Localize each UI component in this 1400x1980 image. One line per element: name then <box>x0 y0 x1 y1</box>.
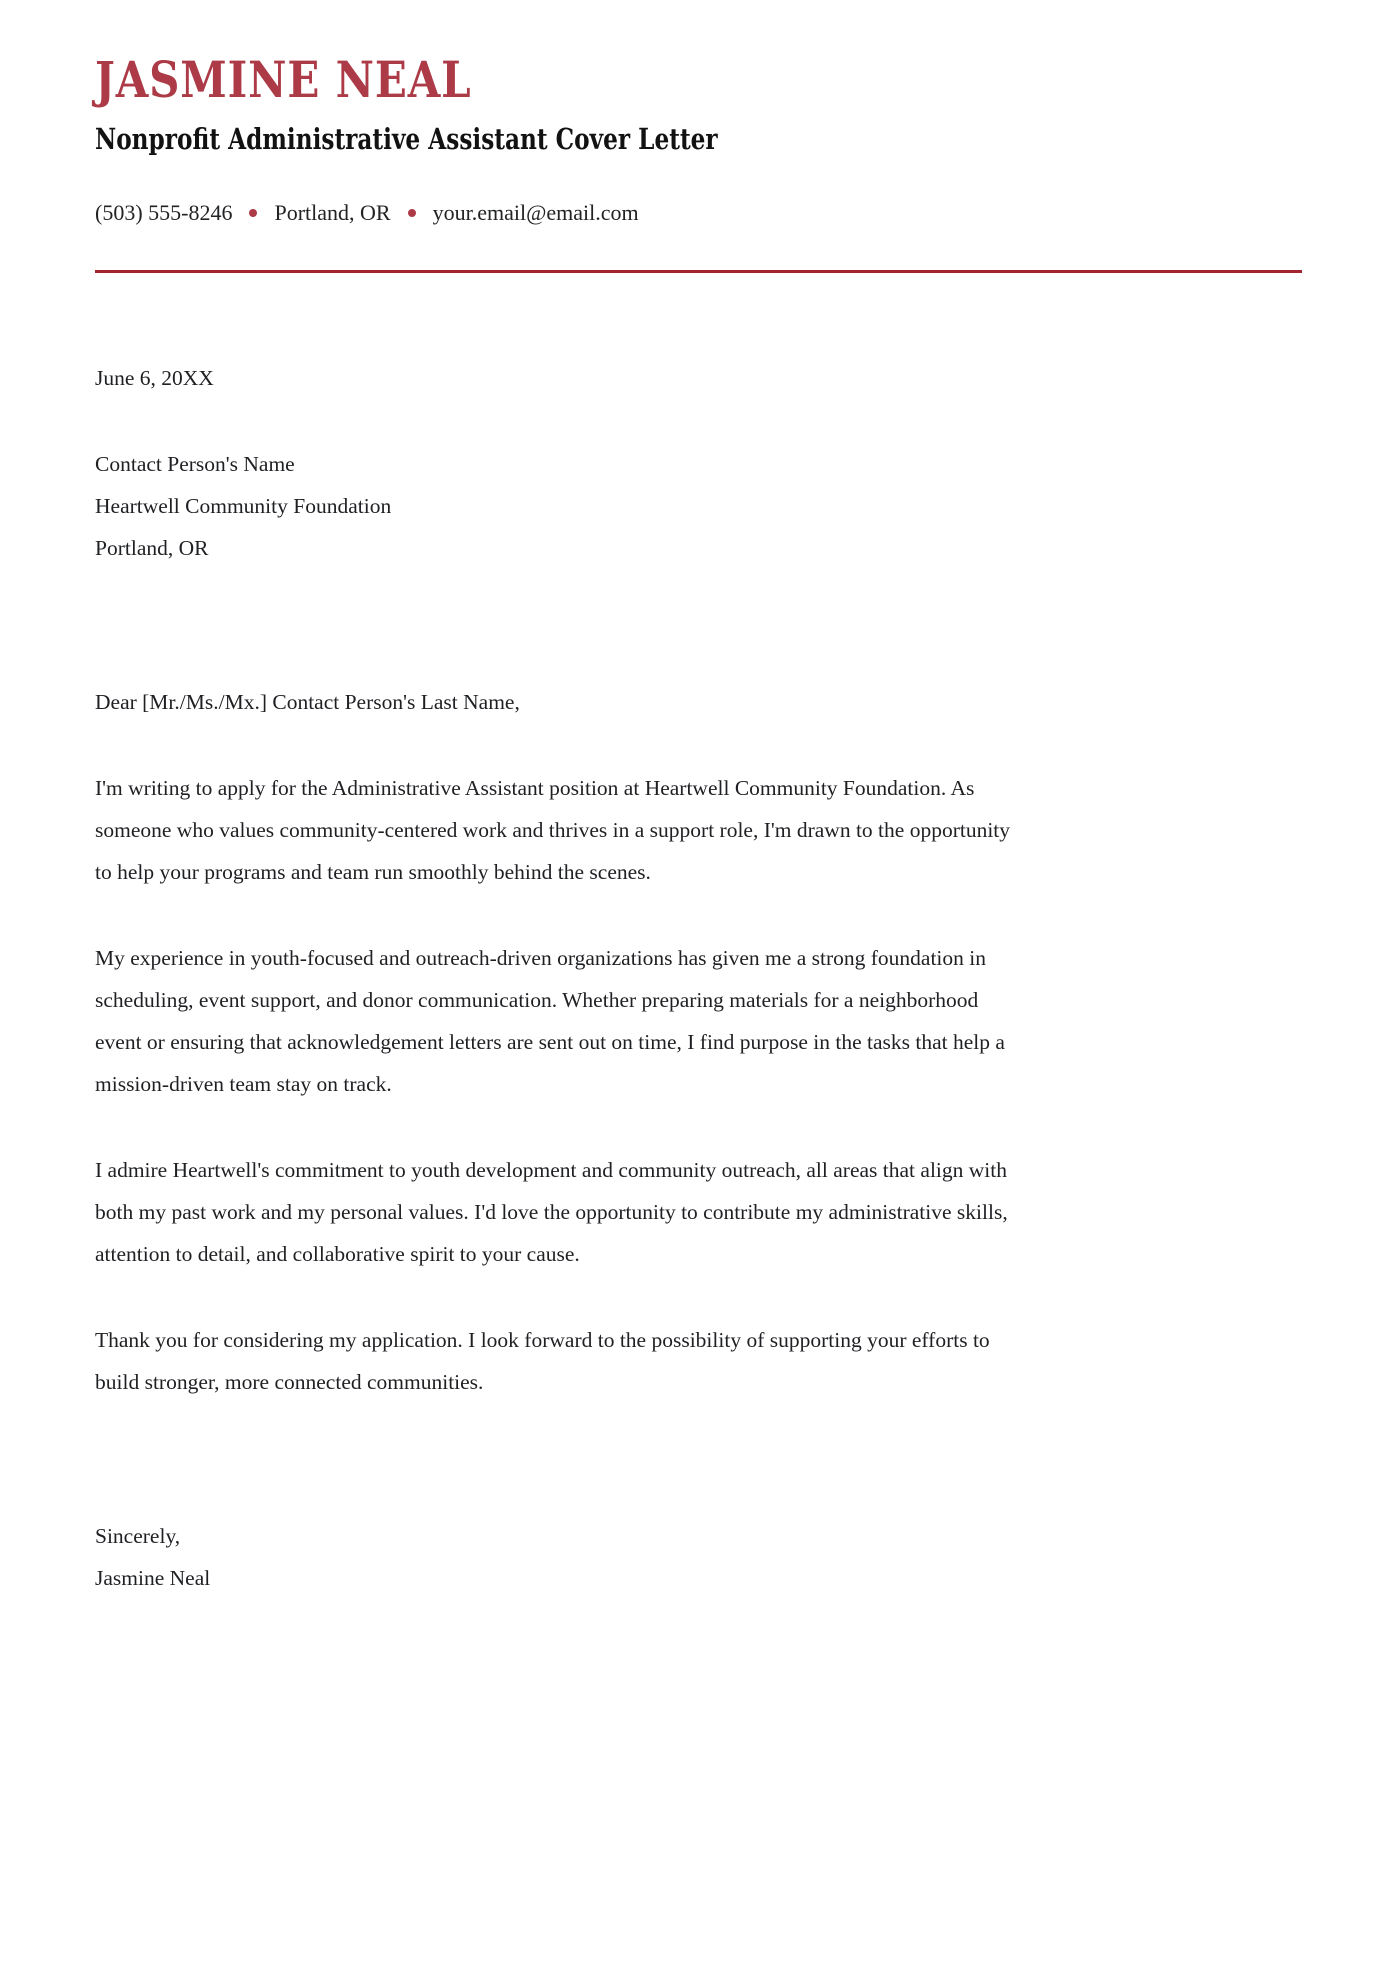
closing-valediction: Sincerely, <box>95 1524 181 1548</box>
document-title: Nonprofit Administrative Assistant Cover Letter <box>95 122 718 156</box>
body-paragraph-4: Thank you for considering my application. I look forward to the possibility of supporting your efforts to build stronger, more connected communities. <box>95 1328 990 1394</box>
body-paragraph-3: I admire Heartwell's commitment to youth development and community outreach, all areas that align with both my past work and my personal values. I'd love the opportunity to contribute my administrative skills, attention to detail, and collaborative spirit to your cause. <box>95 1158 1008 1266</box>
applicant-name-heading: JASMINE NEAL <box>95 50 472 109</box>
signature-name: Jasmine Neal <box>95 1566 211 1590</box>
header-divider <box>95 270 1302 273</box>
recipient-organization: Heartwell Community Foundation <box>95 494 392 518</box>
date-line: June 6, 20XX <box>95 366 214 390</box>
bullet-separator-icon <box>408 209 416 217</box>
recipient-block <box>95 443 1025 569</box>
body-paragraph-2: My experience in youth-focused and outreach-driven organizations has given me a strong foundation in scheduling, event support, and donor communication. Whether preparing materials for a neighborhood event or ensuring that acknowledgement letters are sent out on time, I find purpose in the tasks that help a mission-driven team stay on track. <box>95 946 1005 1096</box>
bullet-separator-icon <box>249 209 257 217</box>
recipient-name: Contact Person's Name <box>95 452 295 476</box>
letter-body <box>95 357 1025 1599</box>
location-text: Portland, OR <box>274 200 391 225</box>
email-text: your.email@email.com <box>432 200 639 225</box>
phone-number: (503) 555-8246 <box>95 200 233 225</box>
contact-info-row <box>95 198 1302 228</box>
body-paragraph-1: I'm writing to apply for the Administrative Assistant position at Heartwell Community Foundation. As someone who values community-centered work and thrives in a support role, I'm drawn to the opportunity to help your programs and team run smoothly behind the scenes. <box>95 776 1011 884</box>
letter-header <box>95 52 1302 273</box>
salutation: Dear [Mr./Ms./Mx.] Contact Person's Last Name, <box>95 690 520 714</box>
recipient-location: Portland, OR <box>95 536 209 560</box>
